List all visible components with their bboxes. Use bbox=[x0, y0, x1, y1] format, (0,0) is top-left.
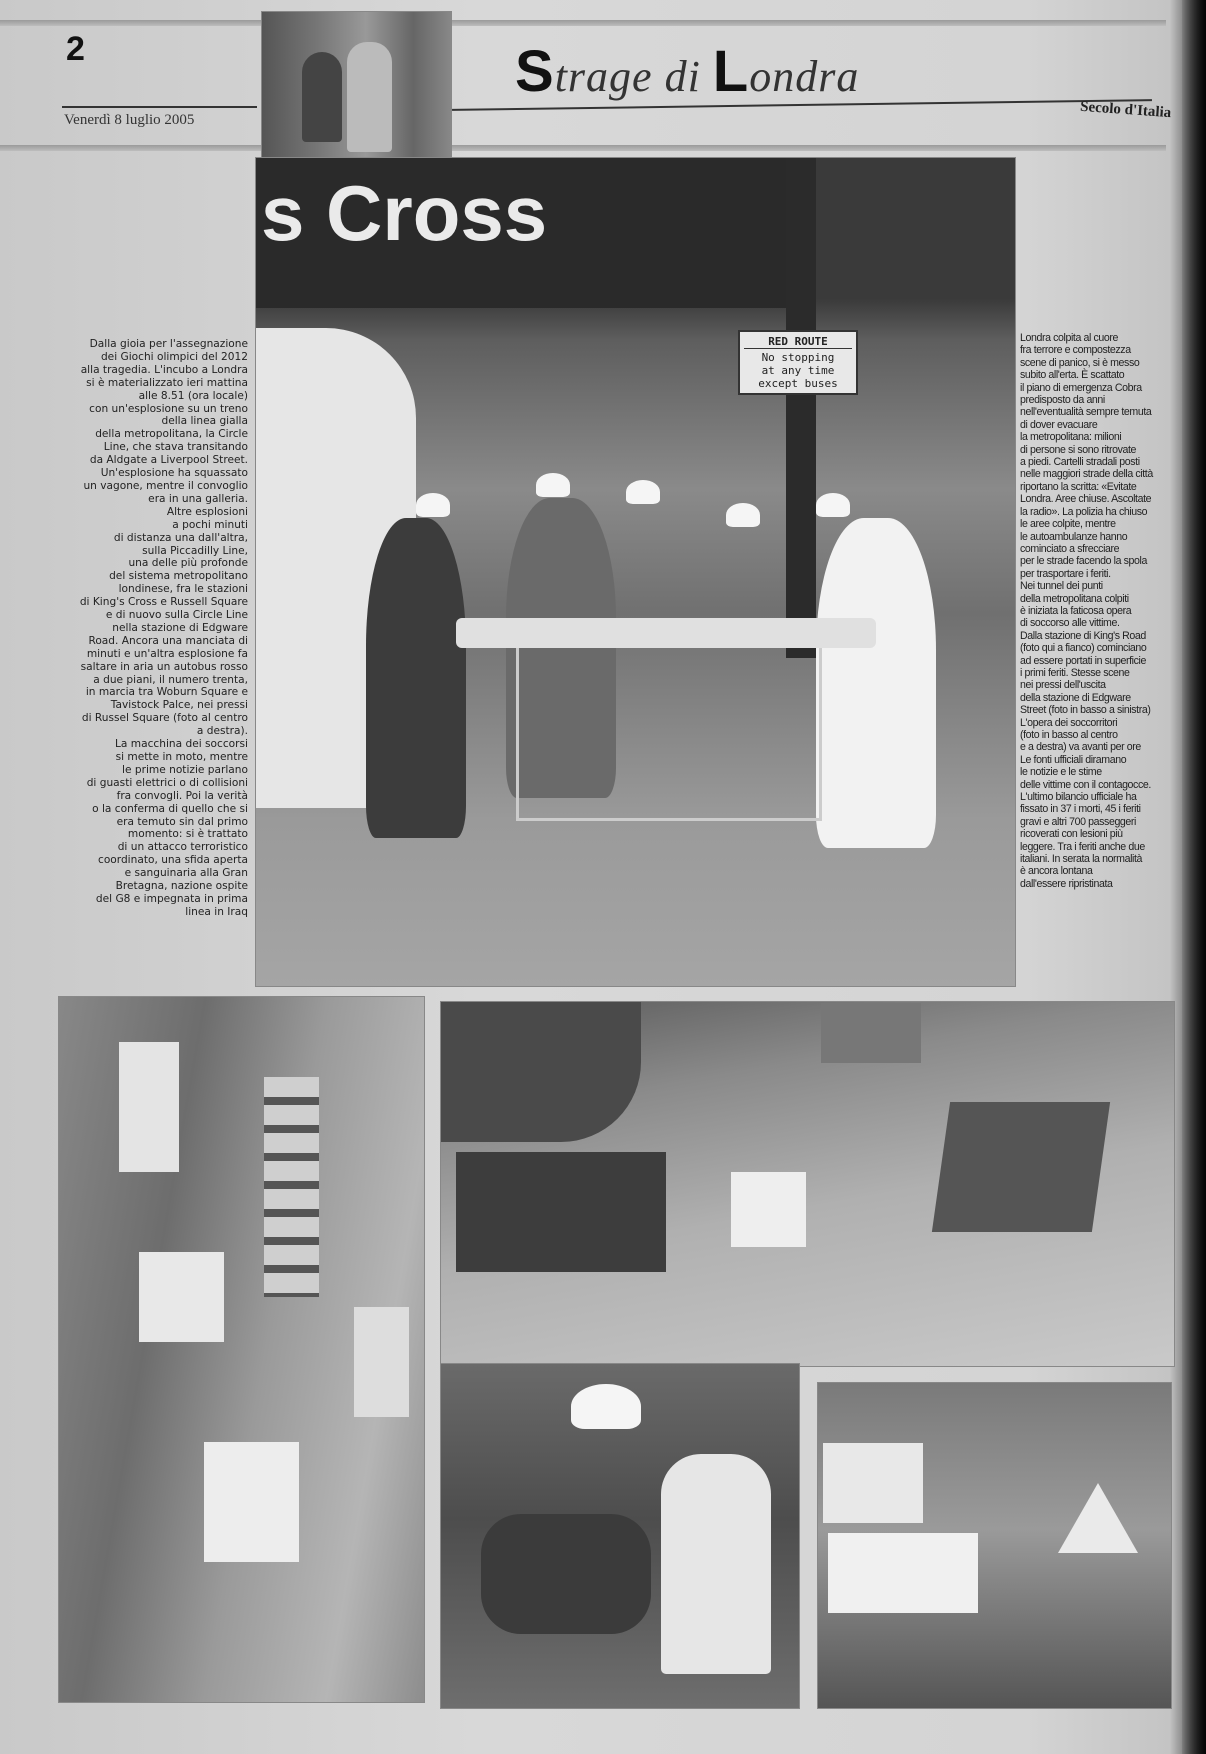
ambulance bbox=[354, 1307, 409, 1417]
rescue-closeup-photo bbox=[440, 1363, 800, 1709]
paramedic bbox=[816, 518, 936, 848]
truck bbox=[821, 1003, 921, 1063]
stretcher bbox=[456, 618, 876, 648]
photo-person bbox=[302, 52, 342, 142]
article-left-column: Dalla gioia per l'assegnazione dei Giochi olimpici del 2012 alla tragedia. L'incubo a Londra si è materializzato ieri mattina alle 8.51 (ora locale) con un'esplosione su un treno della linea gialla della metropolitana, la Circle Line, che stava transitando da Aldgate a Liverpool Street. Un'esplosione ha squassato un vagone, mentre il convoglio era in una galleria. Altre esplosioni a pochi minuti di distanza una dall'altra, sulla Piccadilly Line, una delle più profonde del sistema metropolitano londinese, fra le stazioni di King's Cross e Russell Square e di nuovo sulla Circle Line nella stazione di Edgware Road. Ancora una manciata di minuti e un'altra esplosione fa saltare in aria un autobus rosso a due piani, il numero trenta, in marcia tra Woburn Square e Tavistock Palce, nei pressi di Russel Square (foto al centro a destra). La macchina dei soccorsi si mette in moto, mentre le prime notizie parlano di guasti elettrici o di collisioni fra convogli. Poi la verità o la conferma di quello che si era temuto sin dal primo momento: si è trattato di un attacco terroristico coordinato, una sfida aperta e sanguinaria alla Gran Bretagna, nazione ospite del G8 e impegnata in prima linea in Iraq bbox=[79, 338, 248, 918]
helmet bbox=[626, 480, 660, 504]
trees bbox=[441, 1002, 641, 1142]
title-initial: L bbox=[712, 39, 750, 104]
page-number: 2 bbox=[66, 30, 85, 68]
paramedic bbox=[366, 518, 466, 838]
helmet bbox=[536, 473, 570, 497]
main-photo bbox=[255, 157, 1016, 987]
red-route-notice: No stopping at any time except buses bbox=[758, 351, 838, 390]
stretcher-frame bbox=[516, 648, 822, 821]
ambulance bbox=[204, 1442, 299, 1562]
parked-cars bbox=[264, 1077, 319, 1297]
wrecked-bus bbox=[932, 1102, 1110, 1232]
tent bbox=[1058, 1483, 1138, 1553]
section-title bbox=[515, 38, 859, 105]
photo-person bbox=[347, 42, 392, 152]
ambulance bbox=[828, 1533, 978, 1613]
injured-person bbox=[481, 1514, 651, 1634]
ambulances-photo bbox=[817, 1382, 1172, 1709]
helmet bbox=[816, 493, 850, 517]
ambulance bbox=[119, 1042, 179, 1172]
red-route-sign bbox=[738, 330, 858, 395]
header-band-top bbox=[0, 20, 1166, 26]
page-fold-shadow bbox=[1182, 0, 1206, 1754]
street-aerial-photo bbox=[58, 996, 425, 1703]
header-photo bbox=[261, 11, 452, 159]
station-sign-text: s Cross bbox=[261, 169, 548, 257]
ambulance bbox=[823, 1443, 923, 1523]
issue-date: Venerdì 8 luglio 2005 bbox=[64, 112, 195, 128]
red-route-label: RED ROUTE bbox=[744, 335, 852, 349]
title-initial: S bbox=[515, 39, 555, 104]
station-sign bbox=[256, 158, 796, 308]
helmet bbox=[416, 493, 450, 517]
sign-pole bbox=[786, 158, 816, 658]
ambulance bbox=[139, 1252, 224, 1342]
helmet bbox=[571, 1384, 641, 1429]
publication-name: Secolo d'Italia bbox=[1079, 98, 1172, 122]
header-band-bottom bbox=[0, 145, 1166, 151]
title-part: ondra bbox=[749, 52, 860, 101]
bus-bomb-scene-photo bbox=[440, 1001, 1175, 1367]
article-right-column: Londra colpita al cuore fra terrore e compostezza scene di panico, si è messo subito all'erta. È scattato il piano di emergenza Cobra predisposto da anni nell'eventualità sempre temuta di dover evacuare la metropolitana: milioni di persone si sono ritrovate a piedi. Cartelli stradali posti nelle maggiori strade della città riportano la scritta: «Evitate Londra. Aree chiuse. Ascoltate la radio». La polizia ha chiuso le aree colpite, mentre le autoambulanze hanno cominciato a sfrecciare per le strade facendo la spola per trasportare i feriti. Nei tunnel dei punti della metropolitana colpiti è iniziata la faticosa opera di soccorso alle vittime. Dalla stazione di King's Road (foto qui a fianco) cominciano ad essere portati in superficie i primi feriti. Stesse scene nei pressi dell'uscita della stazione di Edgware Street (foto in basso a sinistra) L'opera dei soccorritori (foto in basso al centro e a destra) va avanti per ore Le fonti ufficiali diramano le notizie e le stime delle vittime con il contagocce. L'ultimo bilancio ufficiale ha fissato in 37 i morti, 45 i feriti gravi e altri 700 passeggeri ricoverati con lesioni più leggere. Tra i feriti anche due italiani. In serata la normalità è ancora lontana dall'essere ripristinata bbox=[1020, 332, 1153, 890]
bus bbox=[456, 1152, 666, 1272]
paramedic bbox=[661, 1454, 771, 1674]
title-part: trage di bbox=[554, 52, 713, 101]
date-rule bbox=[62, 106, 257, 108]
helmet bbox=[726, 503, 760, 527]
van bbox=[731, 1172, 806, 1247]
